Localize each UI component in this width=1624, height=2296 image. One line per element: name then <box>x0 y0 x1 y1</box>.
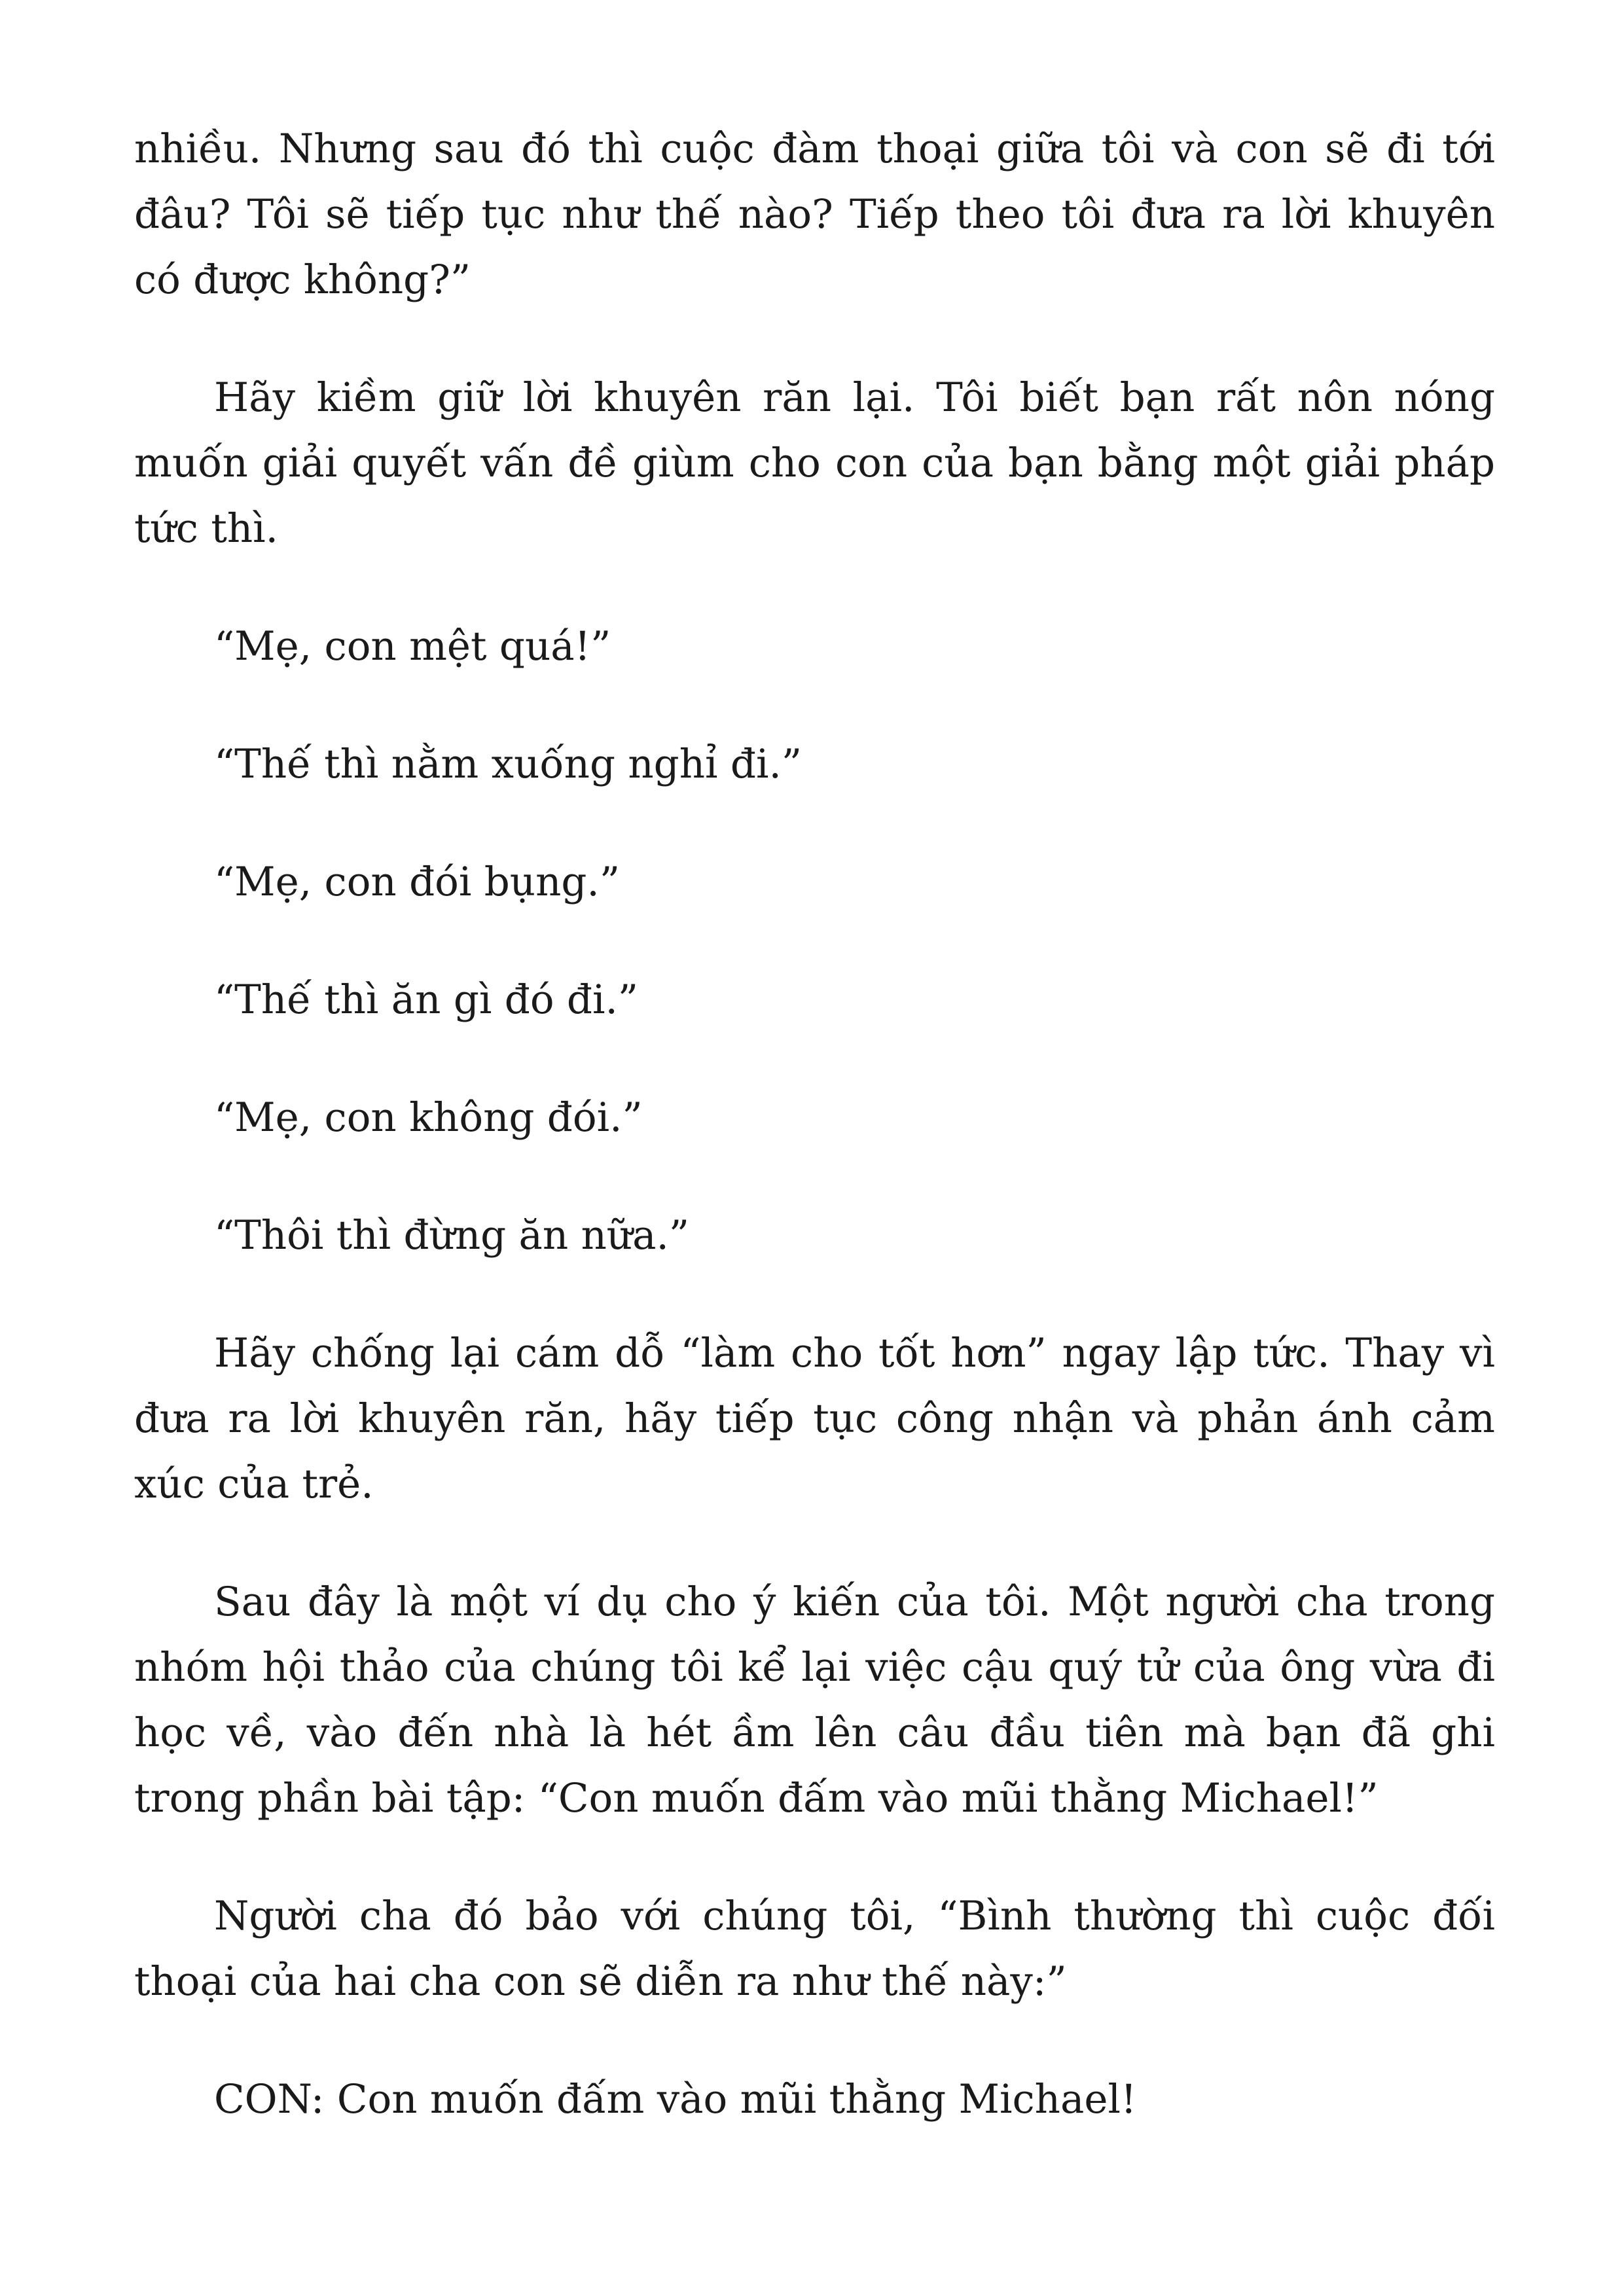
paragraph-example: Sau đây là một ví dụ cho ý kiến của tôi. Một người cha trong nhóm hội thảo của chúng tôi kể lại việc cậu quý tử của ông vừa đi học về, vào đến nhà là hét ầm lên câu đầu tiên mà bạn đã ghi trong phần bài tập: “Con muốn đấm vào mũi thằng Michael!” <box>134 1579 1495 1821</box>
dialogue-line-child: CON: Con muốn đấm vào mũi thằng Michael! <box>214 2076 1137 2123</box>
dialogue-line: “Mẹ, con đói bụng.” <box>214 859 621 905</box>
paragraph-advice: Hãy kiềm giữ lời khuyên răn lại. Tôi biết bạn rất nôn nóng muốn giải quyết vấn đề giùm cho con của bạn bằng một giải pháp tức thì. <box>134 374 1495 552</box>
paragraph-father: Người cha đó bảo với chúng tôi, “Bình thường thì cuộc đối thoại của hai cha con sẽ diễn ra như thế này:” <box>134 1893 1495 2005</box>
dialogue-line: “Mẹ, con mệt quá!” <box>214 623 611 670</box>
paragraph-continuation: nhiều. Nhưng sau đó thì cuộc đàm thoại giữa tôi và con sẽ đi tới đâu? Tôi sẽ tiếp tục như thế nào? Tiếp theo tôi đưa ra lời khuyên có được không?” <box>134 126 1495 303</box>
paragraph-resist: Hãy chống lại cám dỗ “làm cho tốt hơn” ngay lập tức. Thay vì đưa ra lời khuyên răn, hãy tiếp tục công nhận và phản ánh cảm xúc của trẻ. <box>134 1330 1495 1507</box>
dialogue-line: “Thế thì nằm xuống nghỉ đi.” <box>214 741 803 787</box>
dialogue-line: “Mẹ, con không đói.” <box>214 1094 643 1141</box>
dialogue-line: “Thôi thì đừng ăn nữa.” <box>214 1212 690 1259</box>
dialogue-line: “Thế thì ăn gì đó đi.” <box>214 977 639 1023</box>
